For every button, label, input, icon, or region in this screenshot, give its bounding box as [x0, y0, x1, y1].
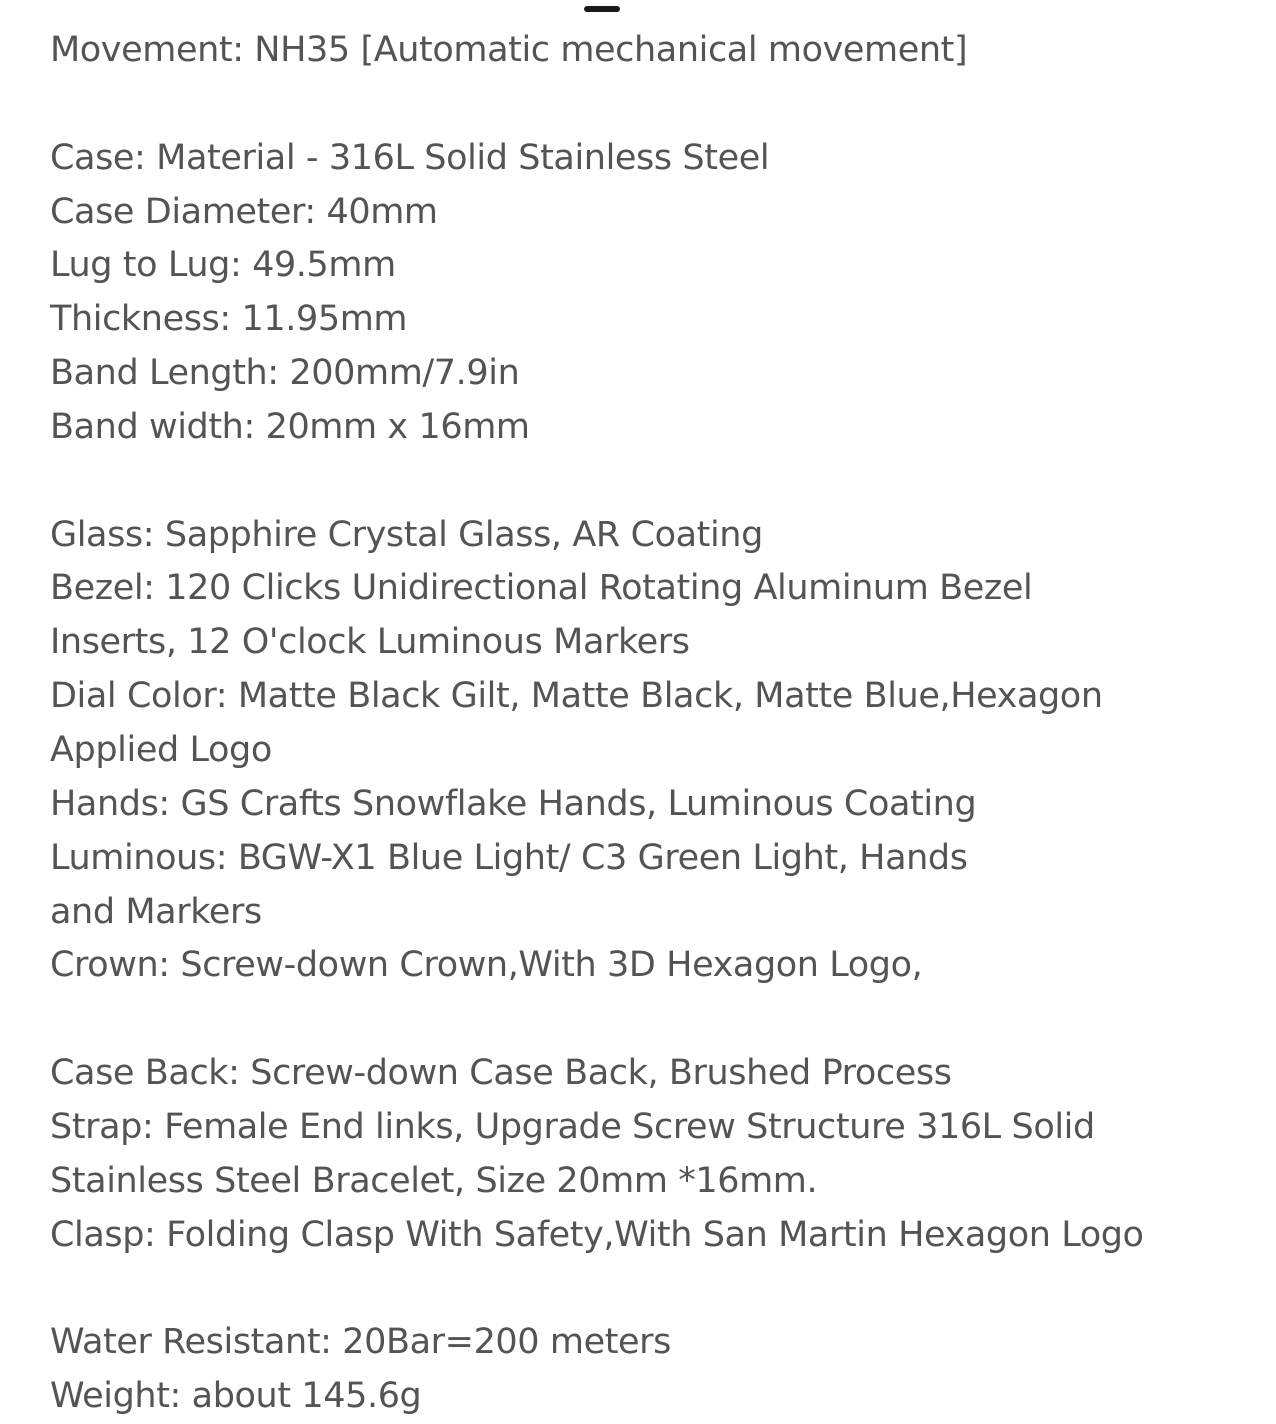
spec-line-weight: Weight: about 145.6g — [50, 1376, 422, 1417]
spec-line-dial-color: Dial Color: Matte Black Gilt, Matte Black, Matte Blue,Hexagon — [50, 676, 1103, 717]
spec-line-strap-continued: Stainless Steel Bracelet, Size 20mm *16mm. — [50, 1160, 818, 1201]
blank-line — [50, 78, 1270, 132]
spec-line-crown: Crown: Screw-down Crown,With 3D Hexagon Logo, — [50, 945, 923, 986]
blank-line — [50, 455, 1270, 509]
spec-line-lug-to-lug: Lug to Lug: 49.5mm — [50, 245, 396, 286]
spec-line-water-resistant: Water Resistant: 20Bar=200 meters — [50, 1322, 672, 1363]
spec-line-thickness: Thickness: 11.95mm — [50, 299, 408, 340]
spec-line-clasp: Clasp: Folding Clasp With Safety,With San Martin Hexagon Logo — [50, 1214, 1144, 1255]
spec-line-bezel-continued: Inserts, 12 O'clock Luminous Markers — [50, 622, 690, 663]
drag-handle[interactable] — [584, 6, 620, 12]
spec-line-strap: Strap: Female End links, Upgrade Screw Structure 316L Solid — [50, 1106, 1095, 1147]
blank-line — [50, 993, 1270, 1047]
spec-line-case-back: Case Back: Screw-down Case Back, Brushed Process — [50, 1053, 952, 1094]
spec-line-glass: Glass: Sapphire Crystal Glass, AR Coating — [50, 514, 763, 555]
spec-list — [50, 24, 1270, 1424]
spec-line-hands: Hands: GS Crafts Snowflake Hands, Luminous Coating — [50, 783, 977, 824]
spec-line-luminous: Luminous: BGW-X1 Blue Light/ C3 Green Light, Hands — [50, 837, 968, 878]
spec-line-case-material: Case: Material - 316L Solid Stainless Steel — [50, 137, 770, 178]
spec-line-movement: Movement: NH35 [Automatic mechanical movement] — [50, 30, 968, 70]
spec-line-bezel: Bezel: 120 Clicks Unidirectional Rotating Aluminum Bezel — [50, 568, 1033, 609]
spec-line-band-length: Band Length: 200mm/7.9in — [50, 353, 520, 394]
spec-line-band-width: Band width: 20mm x 16mm — [50, 406, 530, 447]
spec-line-dial-color-continued: Applied Logo — [50, 729, 272, 770]
spec-line-luminous-continued: and Markers — [50, 891, 262, 932]
spec-line-case-diameter: Case Diameter: 40mm — [50, 191, 438, 232]
blank-line — [50, 1262, 1270, 1316]
